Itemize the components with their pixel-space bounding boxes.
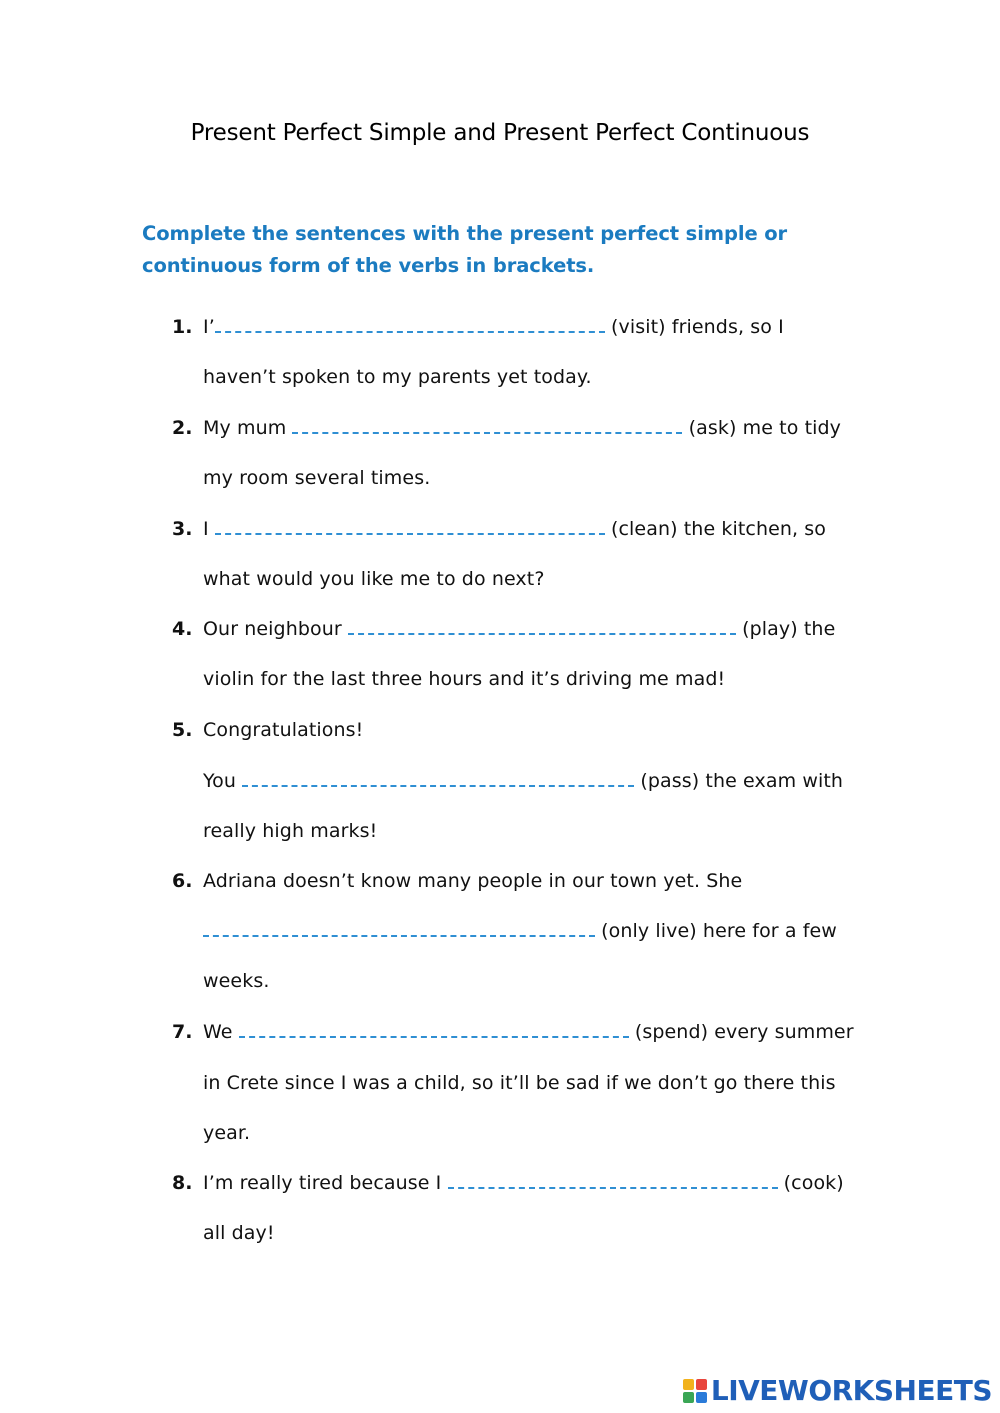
item-1-text-after: (visit) friends, so I [604,316,784,338]
item-2-text-after: (ask) me to tidy [682,417,842,439]
item-2-text-before: My mum [203,417,293,439]
item-7-line-3: year. [203,1122,251,1144]
logo-mark-icon [683,1379,707,1403]
page-title: Present Perfect Simple and Present Perfect Continuous [190,120,810,146]
item-4-blank[interactable] [348,618,736,635]
item-5-text-before: You [203,770,243,792]
item-7-line-1 [203,1021,854,1043]
item-7-text-before: We [203,1021,239,1043]
item-8-number: 8. [172,1172,193,1194]
item-2-number: 2. [172,417,193,439]
item-5-line-2 [203,770,843,792]
item-8-text-before: I’m really tired because I [203,1172,448,1194]
item-1-text-before: I’ [203,316,215,338]
item-1-number: 1. [172,316,193,338]
logo-square-blue [696,1392,707,1403]
item-7-text-after: (spend) every summer [628,1021,854,1043]
item-4-line-2: violin for the last three hours and it’s driving me mad! [203,668,726,690]
item-3-text-after: (clean) the kitchen, so [604,518,827,540]
item-5-line-1: Congratulations! [203,719,364,741]
item-4-line-1 [203,618,835,640]
item-7-line-2: in Crete since I was a child, so it’ll be sad if we don’t go there this [203,1072,836,1094]
item-8-blank[interactable] [448,1172,778,1189]
item-3-number: 3. [172,518,193,540]
logo-square-green [683,1392,694,1403]
logo-square-yellow [683,1379,694,1390]
item-3-line-2: what would you like me to do next? [203,568,545,590]
item-6-line-3: weeks. [203,970,270,992]
item-6-text-after: (only live) here for a few [595,920,837,942]
item-7-blank[interactable] [239,1021,629,1038]
item-2-line-2: my room several times. [203,467,431,489]
logo-text: LIVEWORKSHEETS [710,1374,992,1407]
liveworksheets-logo [683,1374,992,1407]
item-6-line-1: Adriana doesn’t know many people in our town yet. She [203,870,743,892]
item-1-blank[interactable] [215,316,605,333]
item-4-text-after: (play) the [735,618,836,640]
item-3-line-1 [203,518,826,540]
logo-square-red [696,1379,707,1390]
item-2-line-1 [203,417,841,439]
item-5-number: 5. [172,719,193,741]
item-5-blank[interactable] [242,770,634,787]
item-2-blank[interactable] [292,417,682,434]
item-7-number: 7. [172,1021,193,1043]
instructions: Complete the sentences with the present perfect simple or continuous form of the verbs in brackets. [142,222,788,277]
item-1-line-2: haven’t spoken to my parents yet today. [203,366,592,388]
item-6-number: 6. [172,870,193,892]
item-1-line-1 [203,316,784,338]
item-4-text-before: Our neighbour [203,618,348,640]
item-8-line-1 [203,1172,844,1194]
item-4-number: 4. [172,618,193,640]
item-3-text-before: I [203,518,215,540]
item-6-line-2 [203,920,837,942]
item-5-text-after: (pass) the exam with [634,770,844,792]
item-8-line-2: all day! [203,1222,275,1244]
item-3-blank[interactable] [215,518,605,535]
item-8-text-after: (cook) [777,1172,844,1194]
item-5-line-3: really high marks! [203,820,378,842]
item-6-blank[interactable] [203,920,595,937]
